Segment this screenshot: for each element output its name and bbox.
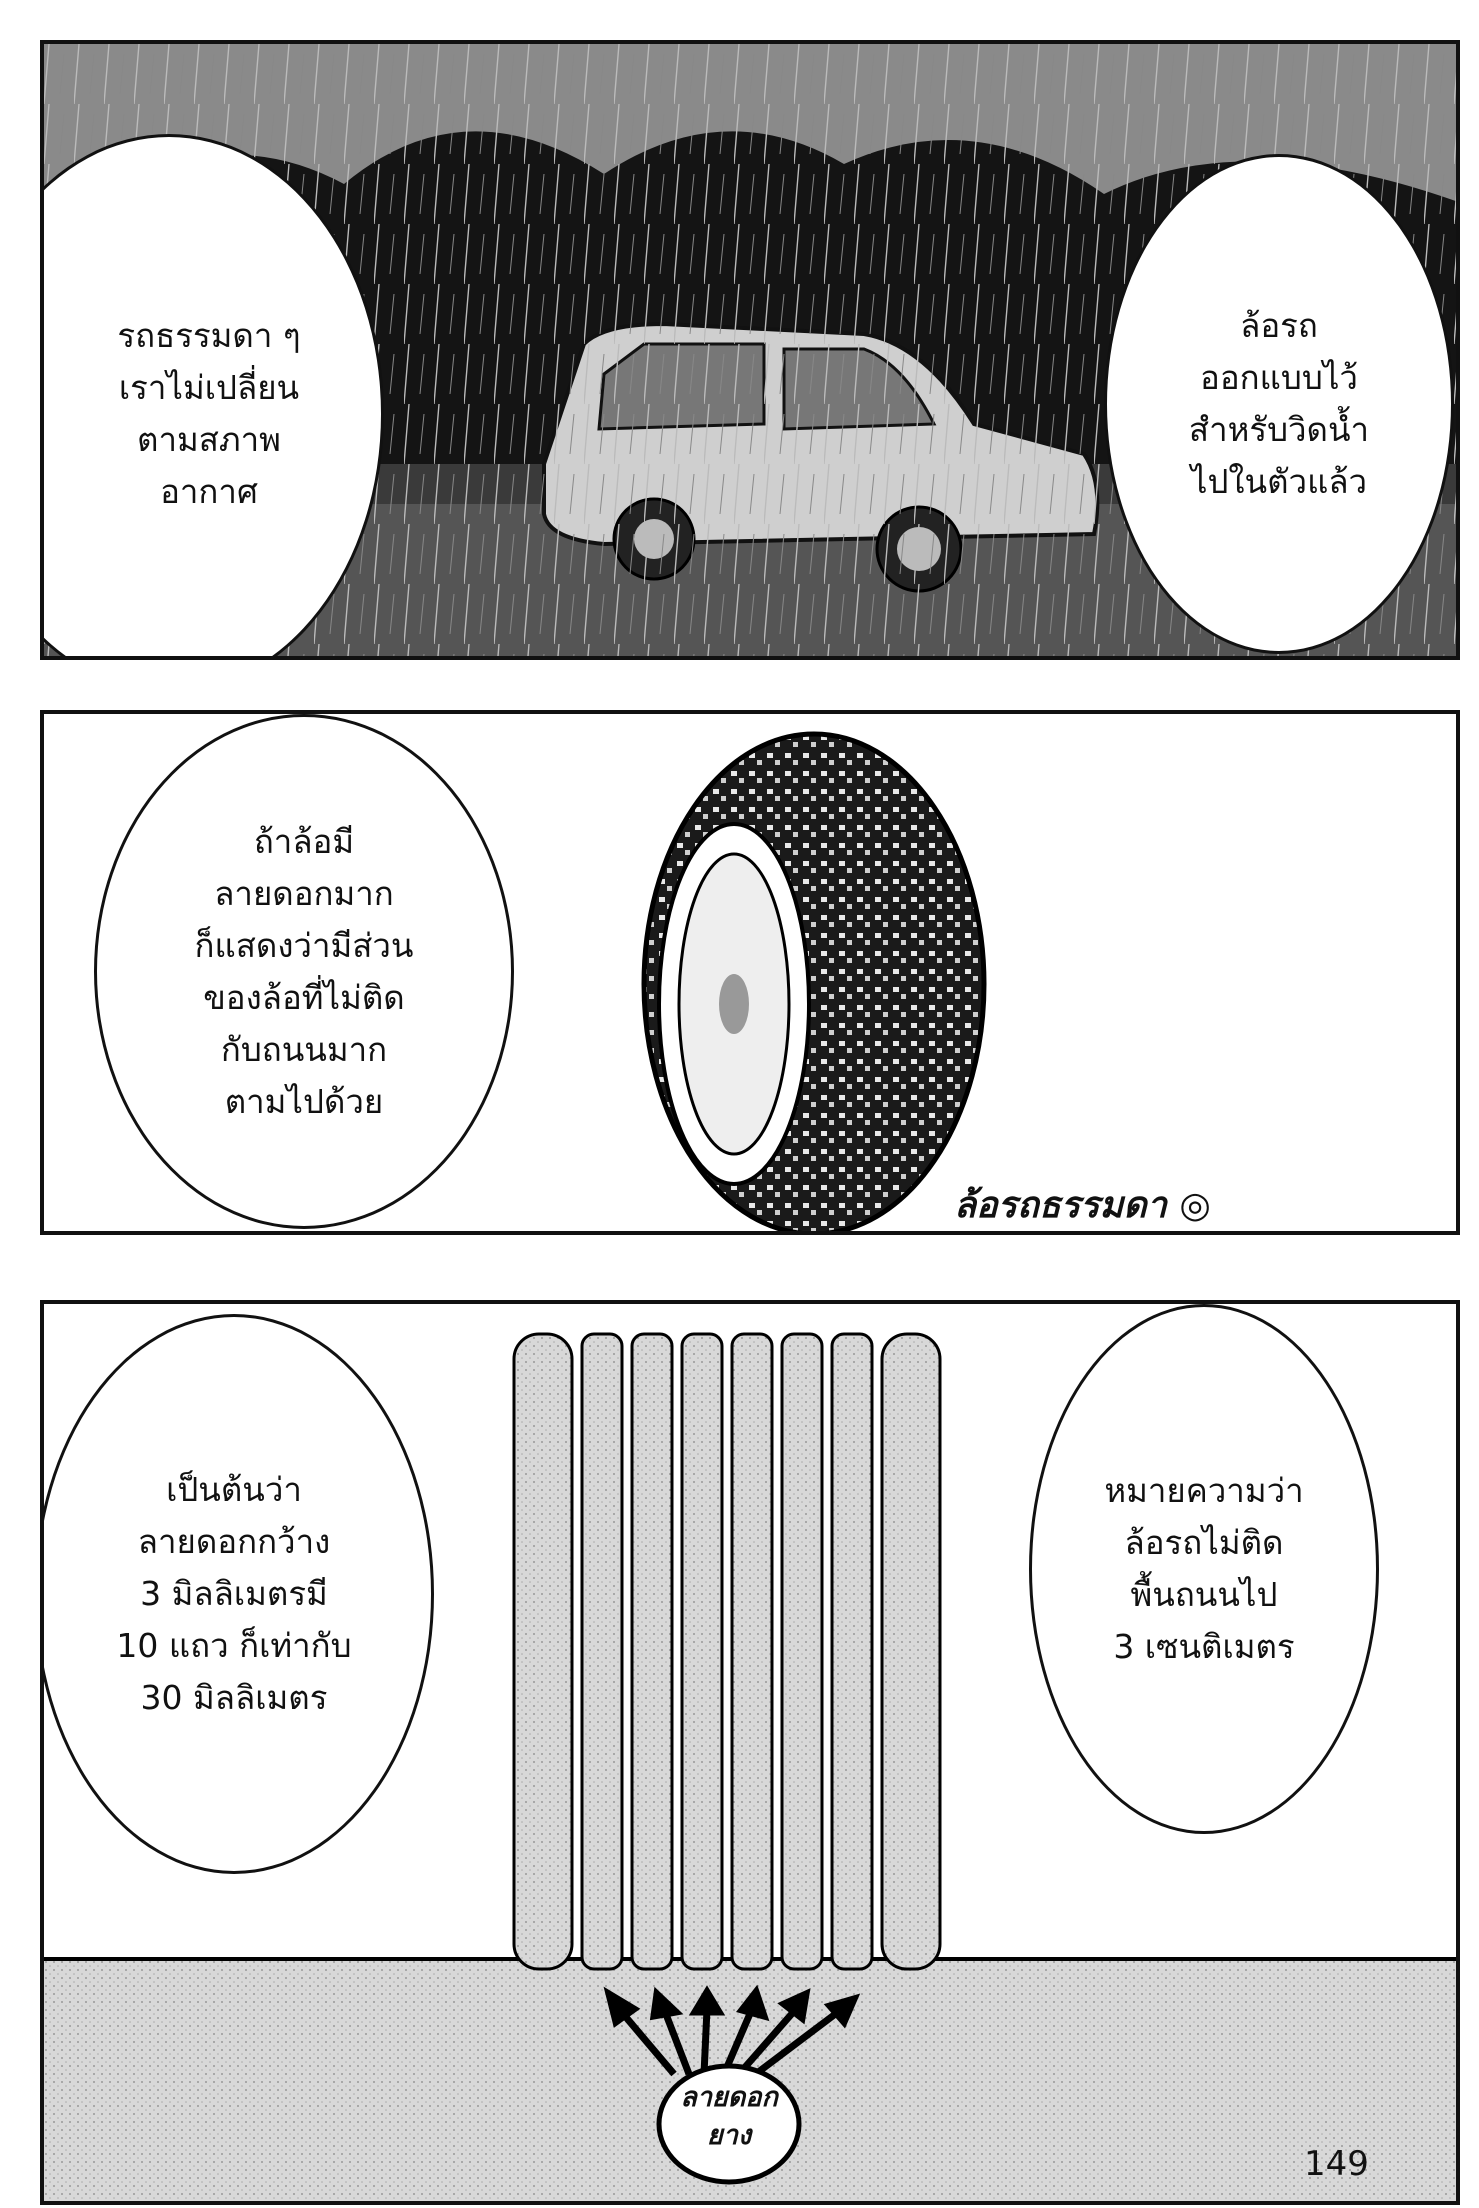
bubble-text: เป็นต้นว่า ลายดอกกว้าง 3 มิลลิเมตรมี 10 แถว ก็เท่ากับ 30 มิลลิเมตร — [116, 1470, 352, 1717]
tire-caption: ล้อรถธรรมดา ◎ — [954, 1185, 1211, 1226]
panel-rain-car — [40, 40, 1460, 660]
bubble-text: ล้อรถ ออกแบบไว้ สำหรับวิดน้ำ ไปในตัวแล้ว — [1188, 306, 1370, 501]
panel-tread-diagram — [40, 1300, 1460, 2205]
speech-bubble-right — [1029, 1304, 1379, 1834]
page-number: 149 — [1304, 2144, 1369, 2184]
bubble-text: รถธรรมดา ๆ เราไม่เปลี่ยน ตามสภาพ อากาศ — [117, 316, 301, 511]
bubble-text: ถ้าล้อมี ลายดอกมาก ก็แสดงว่ามีส่วน ของล้อที่ไม่ติด กับถนนมาก ตามไปด้วย — [194, 821, 414, 1121]
speech-bubble-right — [1104, 154, 1454, 654]
tread-label: ลายดอก ยาง — [680, 2082, 778, 2151]
speech-bubble — [94, 714, 514, 1229]
tread-blocks — [514, 1334, 940, 1969]
bubble-text: หมายความว่า ล้อรถไม่ติด พื้นถนนไป 3 เซนติเมตร — [1104, 1471, 1304, 1666]
speech-bubble-left — [40, 1314, 434, 1874]
panel-tire — [40, 710, 1460, 1235]
